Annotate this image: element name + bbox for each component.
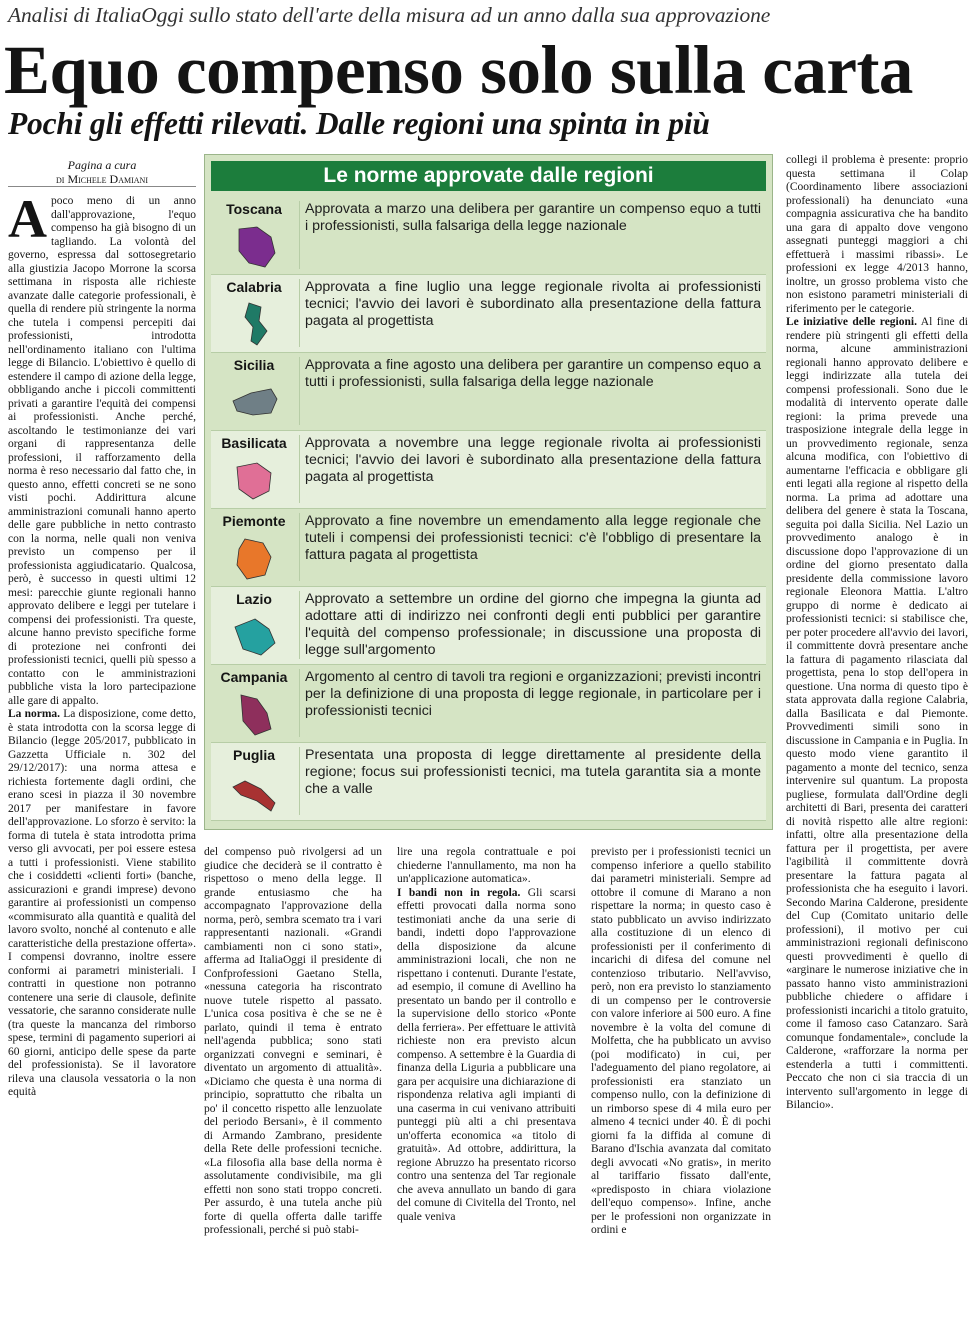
article-column-2 — [204, 846, 382, 1316]
region-name: Lazio — [236, 591, 272, 607]
column-divider — [299, 513, 300, 581]
region-map-icon — [231, 457, 279, 503]
table-row — [211, 587, 766, 665]
subheadline: Pochi gli effetti rilevati. Dalle regioni una spinta in più — [8, 106, 710, 141]
column-divider — [299, 357, 300, 425]
article-column-5 — [786, 154, 968, 1314]
region-description: Approvata a novembre una legge regionale rivolta ai professionisti tecnici; l'avvio dei lavori è subordinato alla presentazione della fattura pagata al progettista — [305, 435, 761, 485]
column-divider — [299, 435, 300, 503]
paragraph: del compenso può rivolgersi ad un giudice che deciderà se il contratto è rispettoso o meno della legge. Il grande entusiasmo che ha accompagnato l'approvazione della norma, però, sembra scemato tra i vari rappresentanti nazionali. «Grandi cambiamenti non ci sono stati», afferma ad ItaliaOggi il presidente di Confprofessioni Gaetano Stella, «nessuna categoria ha riscontrato nuove tutele rispetto al passato. L'unica cosa positiva è che se ne è parlato, quindi il tema è entrato nell'agenda pubblica; sono stati organizzati convegni e seminari, è diventato un argomento di attualità». «Diciamo che questa è una norma di principio, soprattutto che ribalta un po' il concetto rispetto alle lenzuolate del periodo Bersani», è il commento di Armando Zambrano, presidente della Rete delle professioni tecniche. «La filosofia alla base della norma è assolutamente condivisibile, ma gli effetti non sono stati troppo concreti. Per assurdo, è una tutela anche più forte di quella offerta dalle tariffe professionali, perché si può stabi- — [204, 846, 382, 1236]
paragraph: lire una regola contrattuale e poi chiederne l'annullamento, ma non ha un'applicazione automatica». — [397, 846, 576, 885]
region-description: Approvata a fine agosto una delibera per garantire un compenso equo a tutti i professionisti, sulla falsariga della legge nazionale — [305, 357, 761, 390]
region-name: Puglia — [232, 747, 275, 763]
table-row — [211, 353, 766, 431]
region-name: Basilicata — [221, 435, 287, 451]
region-name: Campania — [220, 669, 288, 685]
region-map-icon — [231, 769, 279, 815]
table-row — [211, 197, 766, 275]
region-map-icon — [231, 379, 279, 425]
region-map-icon — [231, 301, 279, 347]
paragraph: Gli scarsi effetti provocati dalla norma sono testimoniati anche da una serie di bandi, indetti dopo l'approvazione della disposizione da alcune amministrazioni locali, che non ne rispettano i contenuti. Durante l'estate, ad esempio, il comune di Avellino ha presentato un bando per il controllo e la supervisione dello storico «Ponte della ferriera». Per effettuare le attività richieste non era previsto alcun compenso. A settembre è la Guardia di finanza della Liguria a pubblicare una gara per acquisire una dichiarazione di rispondenza relativa agli impianti di una caserma in cui venivano attribuiti punteggi più alti a chi presentava un'offerta economica «a titolo di gratuità». Ad ottobre, addirittura, la regione Abruzzo ha presentato ricorso contro una sentenza del Tar regionale che aveva annullato un bando di gara del comune di Civitella del Tronto, nel quale veniva — [397, 886, 576, 1223]
region-name: Toscana — [226, 201, 282, 217]
region-description: Argomento al centro di tavoli tra regioni e organizzazioni; previsti incontri per la definizione di una proposta di legge regionale, in particolare per i professionisti tecnici — [305, 669, 761, 719]
region-map-icon — [231, 535, 279, 581]
byline — [8, 158, 196, 187]
column-divider — [299, 669, 300, 737]
drop-cap: A — [8, 195, 47, 249]
column-divider — [299, 279, 300, 347]
region-description: Approvato a settembre un ordine del giorno che impegna la giunta ad adottare atti di indirizzo nei confronti degli enti pubblici per garantire l'equità del compenso professionale; in discussione una proposta di legge sull'argomento — [305, 591, 761, 658]
table-title: Le norme approvate dalle regioni — [211, 161, 766, 191]
region-description: Approvato a fine novembre un emendamento alla legge regionale che tuteli i compensi dei professionisti tecnici: c'è l'obbligo di presentare la fattura pagata al progettista — [305, 513, 761, 563]
table-row — [211, 275, 766, 353]
region-name: Piemonte — [222, 513, 286, 529]
table-rows — [211, 197, 766, 821]
article-column-3 — [397, 846, 576, 1316]
region-name: Sicilia — [233, 357, 275, 373]
column-divider — [299, 591, 300, 659]
table-row — [211, 431, 766, 509]
byline-author: di Michele Damiani — [8, 172, 196, 187]
section-heading: I bandi non in regola. — [397, 886, 521, 899]
paragraph: previsto per i professionisti tecnici un compenso inferiore a quello stabilito dai parametri ministeriali. Sempre ad ottobre il comune di Marano a non rispettare la norma; in questo caso è stato pubblicato un avviso indirizzato alla costituzione di un elenco di professionisti per il conferimento di incarichi di difesa del comune nel contenzioso tributario. Nell'avviso, però, non era previsto lo stanziamento di un compenso per le controversie con valore inferiore ai 500 euro. A fine novembre è la volta del comune di Molfetta, che ha pubblicato un avviso (poi modificato) in cui, per l'adeguamento del piano regolatore, ai professionisti era stanziato un compenso nullo, con la definizione di un rimborso spese di 4 mila euro per almeno 4 tecnici under 40. È di pochi giorni fa la diffida al comune di Barano d'Ischia avanzata dal comitato degli avvocati «No gratis», in merito al tariffario fissato dall'ente, «predisposto in chiara violazione dell'equo compenso». Infine, anche per le professioni non organizzate in ordini e — [591, 846, 771, 1236]
paragraph: poco meno di un anno dall'approvazione, l'equo compenso ha già bisogno di un tagliando. La volontà del governo, espressa dal sottosegretario alla giustizia Jacopo Morrone la scorsa settimana in risposta alle richieste avanzate dalle categorie professionali, è quella di rendere più stringente la norma che tutela i compensi percepiti dai professionisti, introdotta nell'ordinamento italiano con l'ultima legge di Bilancio. L'obiettivo è quello di estendere il campo di azione della legge, obbligando anche i piccoli committenti privati a garantire l'equità dei compensi ai professionisti. Anche perché, ascoltando le testimonianze dei vari organi di rappresentanza delle professioni, il rafforzamento della norma è reso necessario dal fatto che, in questo anno, effetti concreti se ne sono visti pochi. Addirittura alcune amministrazioni comunali hanno aperto delle gare pubbliche in netto contrasto con la norma, nelle quali non veniva previsto un compenso per il professionista aggiudicatario. Qualcosa, però, è successo in questi ultimi 12 mesi: parecchie giunte regionali hanno approvato delibere e leggi per tutelare i compensi dei professionisti. Tra queste, alcune hanno previsto specifiche forme di protezione nei confronti dei professionisti tecnici, quelli più spesso a contatto con le amministrazioni pubbliche vista la loro partecipazione alle gare di appalto. — [8, 195, 196, 707]
article-column-1 — [8, 195, 196, 1315]
column-divider — [299, 747, 300, 815]
regional-rules-table — [204, 154, 773, 830]
section-heading: Le iniziative delle regioni. — [786, 316, 917, 328]
table-row — [211, 665, 766, 743]
paragraph: La disposizione, come detto, è stata introdotta con la scorsa legge di Bilancio (legge 205/2017, pubblicato in Gazzetta Ufficiale n. 302 del 29/12/2017): una norma attesa e richiesta fortemente dagli ordini, che erano scesi in piazza il 30 novembre 2017 per manifestare in favore dell'approvazione. Lo sforzo è servito: la forma di tutela è stata introdotta prima verso gli avvocati, per poi essere estesa a tutti i professionisti. Viene stabilito che i cosiddetti «clienti forti» (banche, assicurazioni e grandi imprese) devono garantire ai professionisti un compenso «commisurato alla quantità e qualità del lavoro svolto, nonché al contenuto e alle caratteristiche della prestazione offerta». I compensi dovranno, inoltre essere conformi ai parametri ministeriali. I contratti in questione non potranno contenere una serie di clausole, definite vessatorie, che saranno considerate nulle (tra queste la mancanza del rimborso spese, termini di pagamento superiori ai 60 giorni, anticipo delle spese da parte del professionista). Se il lavoratore rileva una clausola vessatoria o la non equità — [8, 708, 196, 1098]
paragraph: collegi il problema è presente: proprio questa settimana il Colap (Coordinamento libere associazioni professionali) ha denunciato «una compagnia assicurativa che ha bandito una gara di appalto dove vengono assegnati punteggi maggiori a chi effettuerà i massimi ribassi». Le professioni ex legge 4/2013 hanno, inoltre, un grosso problema visto che non esistono parametri ministeriali di riferimento per le categorie. — [786, 154, 968, 315]
kicker: Analisi di ItaliaOggi sullo stato dell'arte della misura ad un anno dalla sua approvazione — [8, 3, 771, 27]
headline: Equo compenso solo sulla carta — [4, 32, 913, 108]
article-column-4 — [591, 846, 771, 1316]
region-map-icon — [231, 691, 279, 737]
paragraph: Al fine di rendere più stringenti gli effetti della norma, alcune amministrazioni regionali hanno approvato delibere e leggi indirizzate alla tutela dei compensi professionali. Sono due le modalità di intervento operate dalle regioni: la prima prevede una trasposizione integrale della legge in un provvedimento regionale, senza alcuna modifica, con l'obiettivo di aumentarne l'efficacia e obbligare gli enti legati alla regione al rispetto della norma. La prima ad adottare una delibera del genere è stata la Toscana, seguita poi dalla Sicilia. Nel Lazio un provvedimento analogo è in discussione dopo l'approvazione di un ordine del giorno presentato dalla presidente della commissione lavoro regionale Eleonora Mattia. L'altro gruppo di norme è dedicato ai professionisti tecnici: si stabilisce che, per poter procedere all'avvio dei lavori, il committente dovrà presentare anche la fattura di pagamento rilasciata dal progettista, pena lo stop dell'opera in questione. Una norma di questo tipo è stata approvata dalla regione Calabria, dalla Basilicata e dal Piemonte. Provvedimenti simili sono in discussione in Campania e in Puglia. In questo modo viene garantito il pagamento a monte del tecnico, senza intervenire sul quantum. La proposta pugliese, formulata dall'Ordine degli architetti di Bari, presenta dei caratteri di novità rispetto alle altre regioni: infatti, oltre alla presentazione della fattura per il progettista, per avere l'agibilità il committente dovrà presentare la fattura pagata al professionista che ha eseguito i lavori. Secondo Marina Calderone, presidente del Cup (Comitato unitario delle professioni), il motivo per cui amministrazioni regionali definiscono questi provvedimenti è quello di «arginare le numerose iniziative che in passato hanno visto amministrazioni pubbliche chiedere o affidare i professionisti incarichi a titolo gratuito, come il famoso caso Catanzaro. Sarà comunque fondamentale», conclude la Calderone, «rafforzare la norma per estenderla a tutti i committenti. Peccato che non ci sia traccia di un intervento sull'argomento in legge di Bilancio». — [786, 316, 968, 1111]
table-row — [211, 743, 766, 821]
region-name: Calabria — [226, 279, 282, 295]
region-map-icon — [231, 223, 279, 269]
byline-label: Pagina a cura — [67, 158, 137, 172]
section-heading: La norma. — [8, 708, 61, 720]
region-map-icon — [231, 613, 279, 659]
region-description: Presentata una proposta di legge direttamente al presidente della regione; focus sui professionisti tecnici, ma tutela garantita sia a monte che a valle — [305, 747, 761, 797]
region-description: Approvata a fine luglio una legge regionale rivolta ai professionisti tecnici; l'avvio dei lavori è subordinato alla presentazione della fattura pagata al progettista — [305, 279, 761, 329]
column-divider — [299, 201, 300, 269]
table-row — [211, 509, 766, 587]
region-description: Approvata a marzo una delibera per garantire un compenso equo a tutti i professionisti, sulla falsariga della legge nazionale — [305, 201, 761, 234]
